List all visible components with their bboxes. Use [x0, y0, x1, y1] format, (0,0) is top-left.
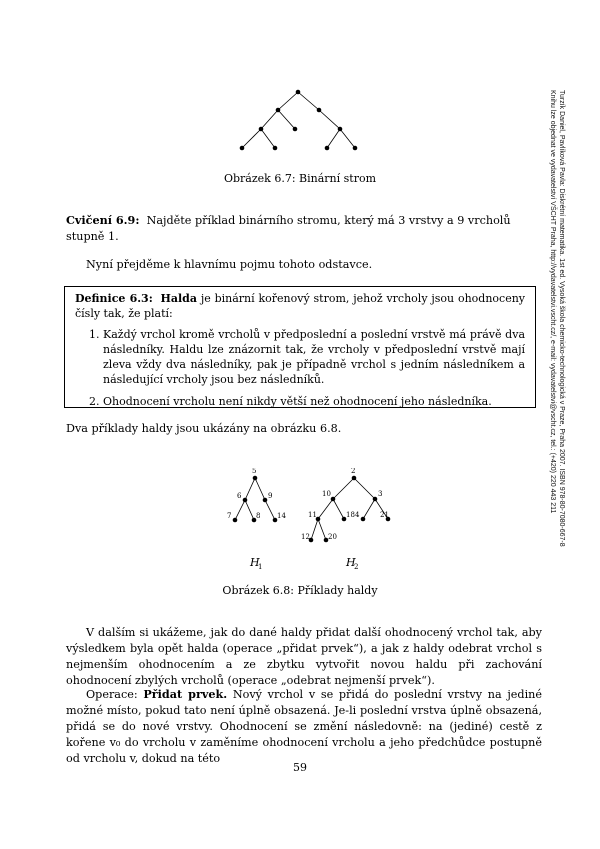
heap2-label: 21 [380, 511, 389, 519]
definition-item: 2. Ohodnocení vrcholu není nikdy větší než ohodnocení jeho následníka. [103, 394, 525, 409]
heap2-name: H [346, 556, 356, 569]
heap1-label: 8 [256, 512, 261, 520]
definition-label: Definice 6.3: [75, 292, 153, 305]
tree-node [353, 146, 358, 151]
tree-node [293, 127, 298, 132]
heap1-node [253, 476, 258, 481]
exercise-text: Najděte příklad binárního stromu, který má 3 vrstvy a 9 vrcholů stupně 1. [66, 214, 511, 243]
operation-lead: Operace: [86, 688, 138, 701]
tree-node [296, 90, 301, 95]
heap1-subscript: 1 [258, 563, 263, 571]
heap1-node [263, 498, 268, 503]
heap2-node [361, 517, 366, 522]
operation-name: Přidat prvek. [143, 687, 228, 701]
heap2-label: 20 [328, 533, 337, 541]
heap2-label: 3 [378, 490, 383, 498]
heap1-label: 14 [277, 512, 286, 520]
side-note-line: Knihu lze objednat ve vydavatelství VŠCHT Praha, http://vydavatelstvi.vscht.cz/, e-mail: vydavatelstvi@vscht.cz, tel.: (+420) 220 443 211 [549, 90, 556, 514]
paragraph-add-element [66, 686, 542, 767]
tree-node [240, 146, 245, 151]
definition-list [75, 327, 525, 409]
intro-line: Nyní přejděme k hlavnímu pojmu tohoto odstavce. [86, 258, 373, 271]
heap2-label: 11 [308, 511, 317, 519]
tree-node [325, 146, 330, 151]
heap2-label: 2 [351, 468, 356, 475]
examples-text: Dva příklady haldy jsou ukázány na obrázku 6.8. [66, 422, 342, 435]
paragraph-operations: V dalším si ukážeme, jak do dané haldy přidat další ohodnocený vrchol tak, aby výsledkem byla opět halda (operace „přidat prvek“), a jak z haldy odebrat vrchol s nejmenším ohodnocením a ze zbytku vytvořit novou haldu při zachování ohodnocení zbylých vrcholů (operace „odebrat nejmenší prvek“). [66, 626, 542, 687]
heap1-label: 5 [252, 468, 257, 475]
heap1-name: H [250, 556, 260, 569]
tree-node [273, 146, 278, 151]
heap1-label: 6 [237, 492, 242, 500]
definition-text: je binární kořenový strom, jehož vrcholy jsou ohodnoceny čísly tak, že platí: [75, 292, 526, 320]
exercise-6-9 [66, 212, 546, 245]
page-number: 59 [293, 761, 307, 774]
heap-examples-figure [220, 468, 400, 572]
heap1-node [243, 498, 248, 503]
heap2-label: 10 [322, 490, 331, 498]
heap2-label: 12 [301, 533, 310, 541]
heap1-label: 7 [227, 512, 232, 520]
heap2-subscript: 2 [354, 563, 359, 571]
binary-tree-figure [220, 84, 370, 160]
heap2-node [331, 497, 336, 502]
definition-item: 1. Každý vrchol kromě vrcholů v předposlední a poslední vrstvě má právě dva následníky. Haldu lze znázornit tak, že vrcholy v předposlední vrstvě mají zleva vždy dva následníky, pak je případně vrchol s jedním následníkem a následující vrcholy jsou bez následníků. [103, 327, 525, 387]
side-note [548, 90, 566, 547]
figure-6-7-caption: Obrázek 6.7: Binární strom [223, 172, 377, 185]
heap2-node [373, 497, 378, 502]
tree-node [259, 127, 264, 132]
heap2-label: 18 [346, 511, 355, 519]
tree-node [338, 127, 343, 132]
exercise-label: Cvičení 6.9: [66, 213, 140, 227]
heap2-label: 4 [355, 511, 360, 519]
side-note-line: Turzík Daniel, Pavlíková Pavla: Diskrétní matematika. 1st ed. Vysoká škola chemicko-technologická v Praze, Praha 2007. ISBN 978-80-7080-667-8 [558, 90, 565, 547]
definition-box [64, 286, 536, 408]
tree-node [317, 108, 322, 113]
definition-term: Halda [160, 292, 197, 305]
heap1-node [233, 518, 238, 523]
heap1-label: 9 [268, 492, 273, 500]
tree-node [276, 108, 281, 113]
heap2-node [352, 476, 357, 481]
figure-6-8-caption: Obrázek 6.8: Příklady haldy [222, 584, 378, 597]
operation-text: Nový vrchol v se přidá do poslední vrstvy na jediné možné místo, pokud tato není úplně obsazená. Je-li poslední vrstva úplně obsazená, přidá se do nové vrstvy. Ohodnocení se změní následovně: na (jediné) cestě z kořene v₀ do vrcholu v zaměníme ohodnocení vrcholu a jeho předchůdce postupně od vrcholu v, dokud na této [66, 688, 542, 765]
